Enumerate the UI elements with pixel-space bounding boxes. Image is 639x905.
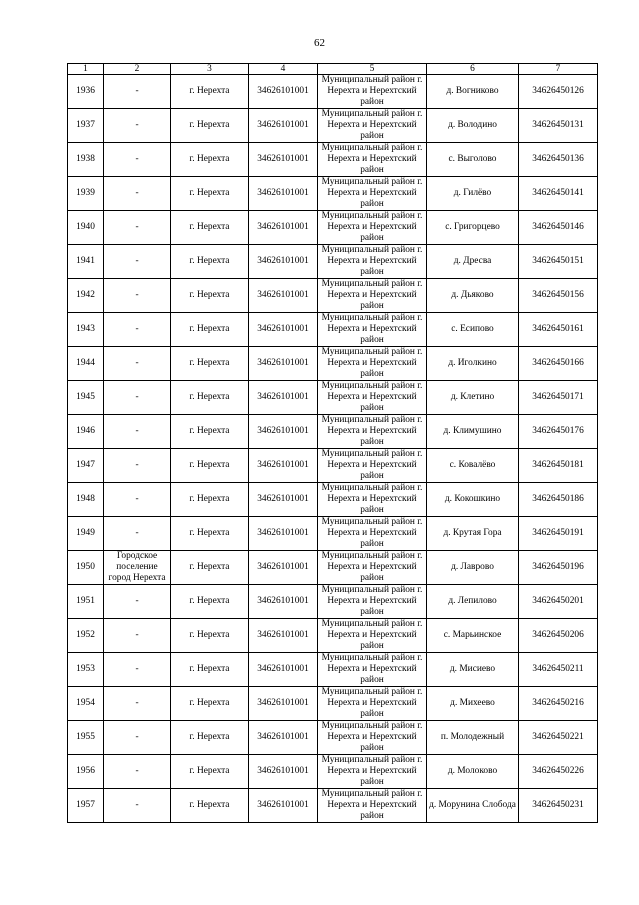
- column-header-7: 7: [519, 64, 598, 75]
- settlement-cell: -: [104, 313, 171, 347]
- oktmo-cell: 34626101001: [249, 177, 318, 211]
- row-number-cell: 1954: [68, 687, 104, 721]
- city-cell: г. Нерехта: [171, 347, 249, 381]
- locality-cell: д. Дресва: [427, 245, 519, 279]
- code-cell: 34626450226: [519, 755, 598, 789]
- oktmo-cell: 34626101001: [249, 75, 318, 109]
- district-cell: Муниципальный район г. Нерехта и Нерехтский район: [318, 415, 427, 449]
- table-row: [68, 279, 598, 313]
- oktmo-cell: 34626101001: [249, 347, 318, 381]
- row-number-cell: 1947: [68, 449, 104, 483]
- row-number-cell: 1950: [68, 551, 104, 585]
- city-cell: г. Нерехта: [171, 755, 249, 789]
- city-cell: г. Нерехта: [171, 653, 249, 687]
- code-cell: 34626450161: [519, 313, 598, 347]
- table-row: [68, 211, 598, 245]
- locality-cell: д. Молоково: [427, 755, 519, 789]
- settlement-cell: -: [104, 109, 171, 143]
- district-cell: Муниципальный район г. Нерехта и Нерехтский район: [318, 551, 427, 585]
- locality-cell: с. Ковалёво: [427, 449, 519, 483]
- code-cell: 34626450196: [519, 551, 598, 585]
- row-number-cell: 1955: [68, 721, 104, 755]
- locality-cell: с. Есипово: [427, 313, 519, 347]
- locality-cell: д. Климушино: [427, 415, 519, 449]
- oktmo-cell: 34626101001: [249, 585, 318, 619]
- column-header-6: 6: [427, 64, 519, 75]
- settlement-cell: -: [104, 347, 171, 381]
- locality-cell: д. Клетино: [427, 381, 519, 415]
- column-header-5: 5: [318, 64, 427, 75]
- code-cell: 34626450131: [519, 109, 598, 143]
- locality-cell: д. Морунина Слобода: [427, 789, 519, 823]
- row-number-cell: 1937: [68, 109, 104, 143]
- settlement-cell: -: [104, 449, 171, 483]
- row-number-cell: 1943: [68, 313, 104, 347]
- table-row: [68, 75, 598, 109]
- code-cell: 34626450221: [519, 721, 598, 755]
- code-cell: 34626450146: [519, 211, 598, 245]
- table-row: [68, 755, 598, 789]
- code-cell: 34626450126: [519, 75, 598, 109]
- oktmo-cell: 34626101001: [249, 143, 318, 177]
- table-row: [68, 789, 598, 823]
- settlement-cell: -: [104, 585, 171, 619]
- oktmo-cell: 34626101001: [249, 483, 318, 517]
- row-number-cell: 1936: [68, 75, 104, 109]
- table-row: [68, 585, 598, 619]
- oktmo-cell: 34626101001: [249, 449, 318, 483]
- row-number-cell: 1942: [68, 279, 104, 313]
- table-row: [68, 687, 598, 721]
- row-number-cell: 1951: [68, 585, 104, 619]
- district-cell: Муниципальный район г. Нерехта и Нерехтский район: [318, 211, 427, 245]
- row-number-cell: 1956: [68, 755, 104, 789]
- locality-cell: д. Крутая Гора: [427, 517, 519, 551]
- oktmo-cell: 34626101001: [249, 279, 318, 313]
- district-cell: Муниципальный район г. Нерехта и Нерехтский район: [318, 619, 427, 653]
- locality-cell: д. Лаврово: [427, 551, 519, 585]
- row-number-cell: 1941: [68, 245, 104, 279]
- locality-cell: д. Лепилово: [427, 585, 519, 619]
- table-row: [68, 109, 598, 143]
- district-cell: Муниципальный район г. Нерехта и Нерехтский район: [318, 143, 427, 177]
- row-number-cell: 1953: [68, 653, 104, 687]
- oktmo-cell: 34626101001: [249, 517, 318, 551]
- locality-cell: д. Кокошкино: [427, 483, 519, 517]
- locality-cell: с. Марьинское: [427, 619, 519, 653]
- district-cell: Муниципальный район г. Нерехта и Нерехтский район: [318, 789, 427, 823]
- district-cell: Муниципальный район г. Нерехта и Нерехтский район: [318, 449, 427, 483]
- settlement-cell: -: [104, 177, 171, 211]
- city-cell: г. Нерехта: [171, 789, 249, 823]
- city-cell: г. Нерехта: [171, 75, 249, 109]
- settlement-cell: -: [104, 211, 171, 245]
- oktmo-cell: 34626101001: [249, 619, 318, 653]
- code-cell: 34626450156: [519, 279, 598, 313]
- oktmo-cell: 34626101001: [249, 313, 318, 347]
- row-number-cell: 1944: [68, 347, 104, 381]
- settlement-cell: -: [104, 755, 171, 789]
- district-cell: Муниципальный район г. Нерехта и Нерехтский район: [318, 755, 427, 789]
- district-cell: Муниципальный район г. Нерехта и Нерехтский район: [318, 653, 427, 687]
- city-cell: г. Нерехта: [171, 483, 249, 517]
- settlement-cell: -: [104, 619, 171, 653]
- locality-cell: с. Григорцево: [427, 211, 519, 245]
- code-cell: 34626450191: [519, 517, 598, 551]
- settlement-cell: -: [104, 415, 171, 449]
- locality-cell: д. Михеево: [427, 687, 519, 721]
- code-cell: 34626450136: [519, 143, 598, 177]
- city-cell: г. Нерехта: [171, 313, 249, 347]
- city-cell: г. Нерехта: [171, 585, 249, 619]
- oktmo-cell: 34626101001: [249, 687, 318, 721]
- page-number: 62: [314, 37, 325, 49]
- oktmo-cell: 34626101001: [249, 245, 318, 279]
- table-row: [68, 483, 598, 517]
- code-cell: 34626450141: [519, 177, 598, 211]
- city-cell: г. Нерехта: [171, 687, 249, 721]
- city-cell: г. Нерехта: [171, 415, 249, 449]
- district-cell: Муниципальный район г. Нерехта и Нерехтский район: [318, 687, 427, 721]
- table-row: [68, 721, 598, 755]
- column-header-3: 3: [171, 64, 249, 75]
- district-cell: Муниципальный район г. Нерехта и Нерехтский район: [318, 109, 427, 143]
- code-cell: 34626450231: [519, 789, 598, 823]
- code-cell: 34626450186: [519, 483, 598, 517]
- oktmo-cell: 34626101001: [249, 381, 318, 415]
- row-number-cell: 1957: [68, 789, 104, 823]
- district-cell: Муниципальный район г. Нерехта и Нерехтский район: [318, 347, 427, 381]
- oktmo-cell: 34626101001: [249, 755, 318, 789]
- row-number-cell: 1938: [68, 143, 104, 177]
- locality-cell: д. Володино: [427, 109, 519, 143]
- code-cell: 34626450176: [519, 415, 598, 449]
- row-number-cell: 1948: [68, 483, 104, 517]
- header-row: [68, 64, 598, 75]
- district-cell: Муниципальный район г. Нерехта и Нерехтский район: [318, 245, 427, 279]
- oktmo-cell: 34626101001: [249, 653, 318, 687]
- table-row: [68, 619, 598, 653]
- locality-cell: д. Дьяково: [427, 279, 519, 313]
- locality-cell: п. Молодежный: [427, 721, 519, 755]
- district-cell: Муниципальный район г. Нерехта и Нерехтский район: [318, 585, 427, 619]
- table-row: [68, 347, 598, 381]
- row-number-cell: 1952: [68, 619, 104, 653]
- code-cell: 34626450211: [519, 653, 598, 687]
- city-cell: г. Нерехта: [171, 109, 249, 143]
- district-cell: Муниципальный район г. Нерехта и Нерехтский район: [318, 517, 427, 551]
- column-header-4: 4: [249, 64, 318, 75]
- row-number-cell: 1949: [68, 517, 104, 551]
- row-number-cell: 1946: [68, 415, 104, 449]
- district-cell: Муниципальный район г. Нерехта и Нерехтский район: [318, 279, 427, 313]
- oktmo-cell: 34626101001: [249, 551, 318, 585]
- code-cell: 34626450206: [519, 619, 598, 653]
- registry-table: [67, 63, 598, 823]
- code-cell: 34626450216: [519, 687, 598, 721]
- settlement-cell: -: [104, 517, 171, 551]
- district-cell: Муниципальный район г. Нерехта и Нерехтский район: [318, 381, 427, 415]
- table-row: [68, 551, 598, 585]
- table-row: [68, 177, 598, 211]
- locality-cell: с. Выголово: [427, 143, 519, 177]
- table-row: [68, 381, 598, 415]
- column-header-2: 2: [104, 64, 171, 75]
- code-cell: 34626450181: [519, 449, 598, 483]
- locality-cell: д. Иголкино: [427, 347, 519, 381]
- district-cell: Муниципальный район г. Нерехта и Нерехтский район: [318, 177, 427, 211]
- table-row: [68, 653, 598, 687]
- settlement-cell: -: [104, 687, 171, 721]
- code-cell: 34626450166: [519, 347, 598, 381]
- settlement-cell: Городское поселение город Нерехта: [104, 551, 171, 585]
- settlement-cell: -: [104, 143, 171, 177]
- table-row: [68, 245, 598, 279]
- settlement-cell: -: [104, 789, 171, 823]
- settlement-cell: -: [104, 653, 171, 687]
- table-header: [68, 64, 598, 75]
- settlement-cell: -: [104, 245, 171, 279]
- table-row: [68, 143, 598, 177]
- city-cell: г. Нерехта: [171, 211, 249, 245]
- district-cell: Муниципальный район г. Нерехта и Нерехтский район: [318, 75, 427, 109]
- code-cell: 34626450201: [519, 585, 598, 619]
- oktmo-cell: 34626101001: [249, 721, 318, 755]
- code-cell: 34626450151: [519, 245, 598, 279]
- oktmo-cell: 34626101001: [249, 109, 318, 143]
- oktmo-cell: 34626101001: [249, 415, 318, 449]
- table-row: [68, 449, 598, 483]
- city-cell: г. Нерехта: [171, 551, 249, 585]
- row-number-cell: 1940: [68, 211, 104, 245]
- oktmo-cell: 34626101001: [249, 211, 318, 245]
- city-cell: г. Нерехта: [171, 177, 249, 211]
- oktmo-cell: 34626101001: [249, 789, 318, 823]
- locality-cell: д. Вогниково: [427, 75, 519, 109]
- settlement-cell: -: [104, 75, 171, 109]
- settlement-cell: -: [104, 381, 171, 415]
- locality-cell: д. Гилёво: [427, 177, 519, 211]
- district-cell: Муниципальный район г. Нерехта и Нерехтский район: [318, 721, 427, 755]
- city-cell: г. Нерехта: [171, 721, 249, 755]
- city-cell: г. Нерехта: [171, 279, 249, 313]
- city-cell: г. Нерехта: [171, 381, 249, 415]
- city-cell: г. Нерехта: [171, 245, 249, 279]
- table-row: [68, 313, 598, 347]
- row-number-cell: 1945: [68, 381, 104, 415]
- column-header-1: 1: [68, 64, 104, 75]
- district-cell: Муниципальный район г. Нерехта и Нерехтский район: [318, 483, 427, 517]
- city-cell: г. Нерехта: [171, 449, 249, 483]
- city-cell: г. Нерехта: [171, 143, 249, 177]
- settlement-cell: -: [104, 721, 171, 755]
- district-cell: Муниципальный район г. Нерехта и Нерехтский район: [318, 313, 427, 347]
- row-number-cell: 1939: [68, 177, 104, 211]
- code-cell: 34626450171: [519, 381, 598, 415]
- settlement-cell: -: [104, 483, 171, 517]
- table-row: [68, 517, 598, 551]
- settlement-cell: -: [104, 279, 171, 313]
- table-body: [68, 75, 598, 823]
- city-cell: г. Нерехта: [171, 619, 249, 653]
- locality-cell: д. Мисиево: [427, 653, 519, 687]
- city-cell: г. Нерехта: [171, 517, 249, 551]
- table-row: [68, 415, 598, 449]
